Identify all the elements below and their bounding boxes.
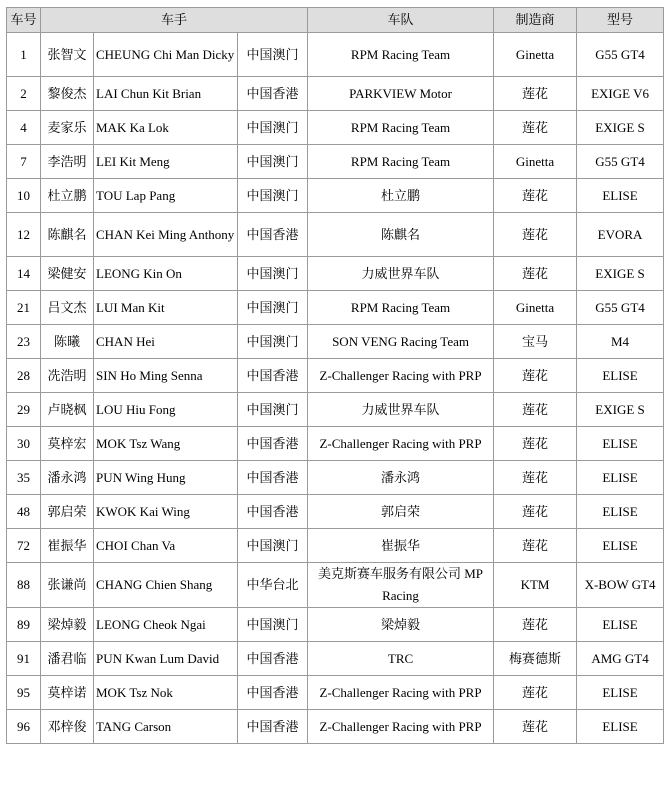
- model-cell: EXIGE S: [577, 393, 664, 427]
- driver-region-cell: 中国澳门: [238, 393, 308, 427]
- driver-region-cell: 中国澳门: [238, 291, 308, 325]
- driver-name-en-cell: MOK Tsz Wang: [94, 427, 238, 461]
- team-cell: RPM Racing Team: [308, 111, 494, 145]
- car-number-cell: 95: [7, 676, 41, 710]
- car-number-cell: 91: [7, 642, 41, 676]
- car-number-cell: 7: [7, 145, 41, 179]
- model-cell: ELISE: [577, 359, 664, 393]
- team-cell: SON VENG Racing Team: [308, 325, 494, 359]
- car-number-cell: 88: [7, 563, 41, 608]
- table-row: [7, 145, 664, 179]
- car-number-cell: 2: [7, 77, 41, 111]
- table-row: [7, 291, 664, 325]
- header-maker: 制造商: [494, 8, 577, 33]
- team-cell: 陈麒名: [308, 213, 494, 257]
- maker-cell: 莲花: [494, 676, 577, 710]
- team-cell: RPM Racing Team: [308, 291, 494, 325]
- car-number-cell: 35: [7, 461, 41, 495]
- team-cell: Z-Challenger Racing with PRP: [308, 359, 494, 393]
- driver-name-cn-cell: 张智文: [41, 33, 94, 77]
- model-cell: ELISE: [577, 461, 664, 495]
- car-number-cell: 96: [7, 710, 41, 744]
- table-row: [7, 359, 664, 393]
- maker-cell: Ginetta: [494, 145, 577, 179]
- model-cell: AMG GT4: [577, 642, 664, 676]
- table-row: [7, 676, 664, 710]
- model-cell: X-BOW GT4: [577, 563, 664, 608]
- table-body: [7, 33, 664, 744]
- driver-name-en-cell: LUI Man Kit: [94, 291, 238, 325]
- driver-name-cn-cell: 卢晓枫: [41, 393, 94, 427]
- table-row: [7, 495, 664, 529]
- model-cell: G55 GT4: [577, 145, 664, 179]
- maker-cell: 莲花: [494, 359, 577, 393]
- header-number: 车号: [7, 8, 41, 33]
- driver-name-en-cell: SIN Ho Ming Senna: [94, 359, 238, 393]
- driver-region-cell: 中华台北: [238, 563, 308, 608]
- header-model: 型号: [577, 8, 664, 33]
- driver-region-cell: 中国澳门: [238, 325, 308, 359]
- driver-name-en-cell: CHEUNG Chi Man Dicky: [94, 33, 238, 77]
- maker-cell: 莲花: [494, 179, 577, 213]
- model-cell: M4: [577, 325, 664, 359]
- team-cell: 郭启荣: [308, 495, 494, 529]
- header-driver: 车手: [41, 8, 308, 33]
- driver-name-cn-cell: 杜立鹏: [41, 179, 94, 213]
- header-team: 车队: [308, 8, 494, 33]
- table-row: [7, 608, 664, 642]
- driver-name-en-cell: KWOK Kai Wing: [94, 495, 238, 529]
- driver-name-cn-cell: 邓梓俊: [41, 710, 94, 744]
- maker-cell: 莲花: [494, 427, 577, 461]
- table-row: [7, 77, 664, 111]
- maker-cell: 莲花: [494, 77, 577, 111]
- table-header-row: [7, 8, 664, 33]
- driver-name-en-cell: LEONG Kin On: [94, 257, 238, 291]
- maker-cell: 莲花: [494, 710, 577, 744]
- team-cell: 力威世界车队: [308, 393, 494, 427]
- team-cell: Z-Challenger Racing with PRP: [308, 710, 494, 744]
- driver-name-en-cell: PUN Wing Hung: [94, 461, 238, 495]
- driver-name-cn-cell: 冼浩明: [41, 359, 94, 393]
- car-number-cell: 14: [7, 257, 41, 291]
- table-row: [7, 257, 664, 291]
- table-row: [7, 213, 664, 257]
- maker-cell: 莲花: [494, 393, 577, 427]
- maker-cell: 莲花: [494, 257, 577, 291]
- driver-name-en-cell: CHAN Hei: [94, 325, 238, 359]
- table-row: [7, 393, 664, 427]
- driver-region-cell: 中国香港: [238, 77, 308, 111]
- team-cell: RPM Racing Team: [308, 145, 494, 179]
- driver-name-cn-cell: 陈曦: [41, 325, 94, 359]
- driver-region-cell: 中国澳门: [238, 257, 308, 291]
- team-cell: TRC: [308, 642, 494, 676]
- driver-name-cn-cell: 麦家乐: [41, 111, 94, 145]
- driver-region-cell: 中国澳门: [238, 33, 308, 77]
- model-cell: ELISE: [577, 529, 664, 563]
- driver-name-cn-cell: 梁健安: [41, 257, 94, 291]
- car-number-cell: 12: [7, 213, 41, 257]
- model-cell: ELISE: [577, 676, 664, 710]
- car-number-cell: 4: [7, 111, 41, 145]
- maker-cell: 莲花: [494, 461, 577, 495]
- car-number-cell: 23: [7, 325, 41, 359]
- maker-cell: 莲花: [494, 213, 577, 257]
- driver-name-cn-cell: 崔振华: [41, 529, 94, 563]
- entry-list-table: [6, 7, 664, 744]
- table-row: [7, 325, 664, 359]
- table-row: [7, 710, 664, 744]
- driver-name-en-cell: CHOI Chan Va: [94, 529, 238, 563]
- driver-name-cn-cell: 莫梓宏: [41, 427, 94, 461]
- driver-name-en-cell: LOU Hiu Fong: [94, 393, 238, 427]
- driver-region-cell: 中国香港: [238, 461, 308, 495]
- driver-name-cn-cell: 吕文杰: [41, 291, 94, 325]
- maker-cell: 莲花: [494, 608, 577, 642]
- model-cell: EVORA: [577, 213, 664, 257]
- model-cell: ELISE: [577, 427, 664, 461]
- driver-region-cell: 中国澳门: [238, 608, 308, 642]
- driver-name-cn-cell: 张谦尚: [41, 563, 94, 608]
- model-cell: ELISE: [577, 495, 664, 529]
- maker-cell: KTM: [494, 563, 577, 608]
- maker-cell: Ginetta: [494, 33, 577, 77]
- car-number-cell: 48: [7, 495, 41, 529]
- driver-name-cn-cell: 潘君临: [41, 642, 94, 676]
- car-number-cell: 21: [7, 291, 41, 325]
- car-number-cell: 10: [7, 179, 41, 213]
- table-row: [7, 179, 664, 213]
- driver-name-cn-cell: 莫梓诺: [41, 676, 94, 710]
- driver-name-cn-cell: 梁焯毅: [41, 608, 94, 642]
- maker-cell: 莲花: [494, 111, 577, 145]
- driver-name-cn-cell: 郭启荣: [41, 495, 94, 529]
- table-row: [7, 529, 664, 563]
- car-number-cell: 30: [7, 427, 41, 461]
- driver-region-cell: 中国香港: [238, 710, 308, 744]
- driver-region-cell: 中国香港: [238, 495, 308, 529]
- maker-cell: 梅赛德斯: [494, 642, 577, 676]
- model-cell: EXIGE S: [577, 257, 664, 291]
- team-cell: RPM Racing Team: [308, 33, 494, 77]
- driver-name-en-cell: CHANG Chien Shang: [94, 563, 238, 608]
- model-cell: ELISE: [577, 608, 664, 642]
- driver-name-en-cell: LEI Kit Meng: [94, 145, 238, 179]
- model-cell: ELISE: [577, 179, 664, 213]
- maker-cell: 莲花: [494, 529, 577, 563]
- driver-name-en-cell: MOK Tsz Nok: [94, 676, 238, 710]
- team-cell: PARKVIEW Motor: [308, 77, 494, 111]
- model-cell: G55 GT4: [577, 291, 664, 325]
- driver-name-cn-cell: 李浩明: [41, 145, 94, 179]
- driver-region-cell: 中国澳门: [238, 529, 308, 563]
- car-number-cell: 28: [7, 359, 41, 393]
- driver-region-cell: 中国香港: [238, 213, 308, 257]
- driver-name-en-cell: TANG Carson: [94, 710, 238, 744]
- car-number-cell: 72: [7, 529, 41, 563]
- table-row: [7, 427, 664, 461]
- driver-name-en-cell: LAI Chun Kit Brian: [94, 77, 238, 111]
- car-number-cell: 89: [7, 608, 41, 642]
- driver-name-en-cell: TOU Lap Pang: [94, 179, 238, 213]
- team-cell: Z-Challenger Racing with PRP: [308, 676, 494, 710]
- driver-name-en-cell: MAK Ka Lok: [94, 111, 238, 145]
- model-cell: ELISE: [577, 710, 664, 744]
- team-cell: 梁焯毅: [308, 608, 494, 642]
- team-cell: 崔振华: [308, 529, 494, 563]
- driver-name-cn-cell: 陈麒名: [41, 213, 94, 257]
- table-row: [7, 33, 664, 77]
- driver-region-cell: 中国澳门: [238, 179, 308, 213]
- model-cell: EXIGE V6: [577, 77, 664, 111]
- driver-name-en-cell: LEONG Cheok Ngai: [94, 608, 238, 642]
- driver-name-cn-cell: 黎俊杰: [41, 77, 94, 111]
- table-row: [7, 111, 664, 145]
- driver-region-cell: 中国香港: [238, 359, 308, 393]
- table-row: [7, 461, 664, 495]
- team-cell: 杜立鹏: [308, 179, 494, 213]
- driver-region-cell: 中国澳门: [238, 111, 308, 145]
- table-row: [7, 642, 664, 676]
- driver-region-cell: 中国香港: [238, 642, 308, 676]
- model-cell: G55 GT4: [577, 33, 664, 77]
- driver-region-cell: 中国香港: [238, 427, 308, 461]
- maker-cell: 宝马: [494, 325, 577, 359]
- driver-name-en-cell: CHAN Kei Ming Anthony: [94, 213, 238, 257]
- team-cell: Z-Challenger Racing with PRP: [308, 427, 494, 461]
- driver-name-cn-cell: 潘永鸿: [41, 461, 94, 495]
- maker-cell: 莲花: [494, 495, 577, 529]
- car-number-cell: 29: [7, 393, 41, 427]
- driver-region-cell: 中国澳门: [238, 145, 308, 179]
- team-cell: 力威世界车队: [308, 257, 494, 291]
- team-cell: 美克斯赛车服务有限公司 MP Racing: [308, 563, 494, 608]
- table-row: [7, 563, 664, 608]
- driver-region-cell: 中国香港: [238, 676, 308, 710]
- team-cell: 潘永鸿: [308, 461, 494, 495]
- driver-name-en-cell: PUN Kwan Lum David: [94, 642, 238, 676]
- model-cell: EXIGE S: [577, 111, 664, 145]
- car-number-cell: 1: [7, 33, 41, 77]
- maker-cell: Ginetta: [494, 291, 577, 325]
